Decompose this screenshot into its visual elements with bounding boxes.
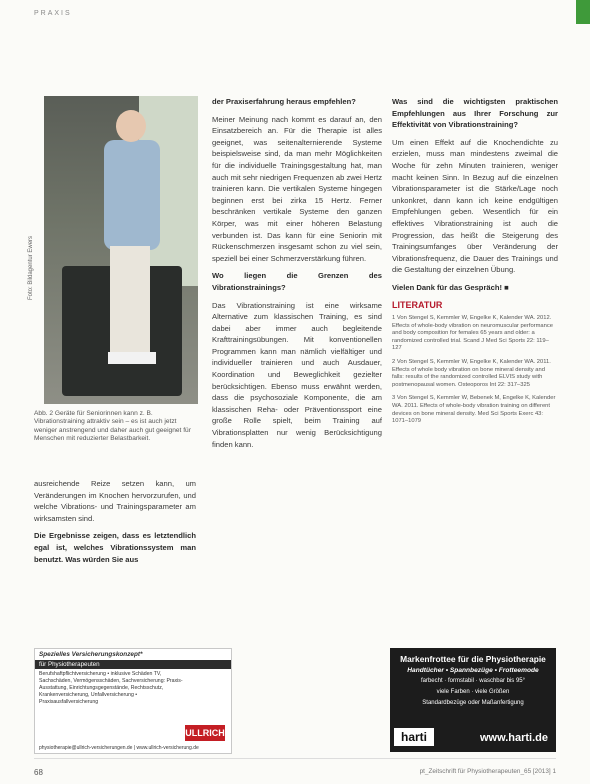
person-legs: [110, 246, 150, 356]
ad-subheading: für Physiotherapeuten: [35, 660, 231, 669]
figure-caption: Abb. 2 Geräte für Seniorinnen kann z. B. Vibrationstraining attraktiv sein – es ist auch jetzt weniger anstrengend und daher auch gut geeignet für Menschen mit reduzierter Belastbarkeit.: [34, 410, 191, 443]
column-3: [392, 96, 558, 432]
harti-logo: harti: [394, 728, 434, 746]
running-head: PRAXIS: [34, 10, 72, 17]
closing-thanks: Vielen Dank für das Gespräch! ■: [392, 282, 509, 292]
article-photo: [44, 96, 198, 404]
person-shoes: [108, 352, 156, 364]
paragraph: Um einen Effekt auf die Knochendichte zu erzielen, muss man mindestens zweimal die Woche für zehn Minuten trainieren, weniger macht keinen Sinn. In Bezug auf die einzelnen Vibrationsparameter ist die Stärke/Lage noch unkonkret, dann kann ich keine endgültigen Empfehlungen geben. Wesentlich für ein effektives Vibrationstraining ist auch die Progression, das heißt die Steigerung des Trainingsumfanges über Veränderung der Vibrationsfrequenz, die Dauer des Trainings und die Gestaltung der einzelnen Übung.: [392, 137, 558, 275]
harti-ad[interactable]: [390, 648, 556, 752]
ullrich-logo: ULLRICH: [185, 725, 225, 741]
paragraph: ausreichende Reize setzen kann, um Veränderungen im Knochen hervorzurufen, und welche Vibrations- und Trainingsparameter am wirksamsten sind.: [34, 479, 196, 523]
ad-line: Standardbezüge oder Maßanfertigung: [422, 700, 524, 706]
reference-item: 3 Von Stengel S, Kemmler W, Bebenek M, Engelke K, Kalender WA. 2011. Effects of whole-body vibration training on different devices on bone mineral density. Med Sci Sports Exerc 43: 1071–1079: [392, 395, 556, 425]
interview-question: Wo liegen die Grenzen des Vibrationstrainings?: [212, 271, 382, 292]
ad-tagline: Spezielles Versicherungskonzept*: [39, 651, 143, 658]
interview-question: der Praxiserfahrung heraus empfehlen?: [212, 97, 356, 106]
ad-headline: Markenfrottee für die Physiotherapie: [400, 654, 546, 664]
person-head: [116, 110, 146, 142]
ad-line: viele Farben · viele Größen: [436, 689, 510, 695]
section-color-bar: [576, 0, 590, 24]
journal-footer: pt_Zeitschrift für Physiotherapeuten_65 [2013] 1: [419, 768, 556, 775]
interview-question: Was sind die wichtigsten praktischen Empfehlungen aus Ihrer Forschung zur Effektivität von Vibrationstraining?: [392, 97, 558, 130]
reference-item: 2 Von Stengel S, Kemmler W, Engelke K, Kalender WA. 2011. Effects of whole body vibration on bone mineral density and falls: results of the randomized controlled ELVIS study with postmenopausal women. Osteoporos Int 22: 317–325: [392, 359, 551, 388]
ad-contact: physiotherapie@ullrich-versicherungen.de | www.ullrich-versicherung.de: [39, 745, 199, 751]
ad-line: farbecht · formstabil · waschbar bis 95°: [420, 678, 526, 684]
ad-url[interactable]: www.harti.de: [479, 732, 548, 744]
ad-subline: Handtücher • Spannbezüge • Frotteemode: [407, 667, 539, 674]
literature-heading: LITERATUR: [392, 299, 443, 310]
paragraph: Das Vibrationstraining ist eine wirksame Alternative zum klassischen Training, es sind dabei aber immer auch begleitende Krafttrainingsübungen. Mit konventionellen Programmen kann man nämlich vielfältiger und individueller trainieren und auch Ausdauer, Koordination und Beweglichkeit gezielter berücksichtigen. Ebenso muss erwähnt werden, dass die psychosoziale Komponente, die am klassischen Reha- oder Präventionssport eine große Rolle spielt, beim Training auf Vibrationsplatten nur wenig Berücksichtigung finden kann.: [212, 300, 382, 449]
person-body: [104, 140, 160, 250]
page-number: 68: [34, 768, 43, 777]
interview-question: Die Ergebnisse zeigen, dass es letztendlich egal ist, welches Vibrationssystem man benutzt. Was würden Sie aus: [34, 531, 196, 564]
footer-divider: [34, 758, 556, 759]
ad-body: Berufshaftpflichtversicherung • inklusive Schäden TV, Sachschäden, Vermögensschäden, Sachversicherung: Praxis-Ausstattung, Einrichtungsgegenstände, Rechtsschutz, Krankenversicherung, Unfallversicherung • Praxisausfallversicherung: [39, 671, 183, 705]
column-1: [34, 478, 196, 571]
paragraph: Meiner Meinung nach kommt es darauf an, den Einsatzbereich an. Für die Therapie ist alles geeignet, was seitenalternierende Systeme beispielsweise sind, da man mehr Möglichkeiten für die individuelle Trainingsgestaltung hat, man auch mit sehr niedrigen Frequenzen ab zwei Hertz trainieren kann. Die vertikalen Systeme hingegen beginnen erst bei zirka 15 Hertz. Ferner beschränken vertikale Systeme den ganzen Körper, was mit einer höheren Belastung verbunden ist. Das kann für eine Seniorin mit Rückenschmerzen insgesamt schon zu viel sein, speziell bei einer Schmerzverstärkung führen.: [212, 114, 382, 263]
column-2: [212, 96, 382, 456]
photo-credit: Foto: Bildagentur Ewers: [28, 235, 34, 300]
reference-item: 1 Von Stengel S, Kemmler W, Engelke K, Kalender WA. 2012. Effects of whole-body vibration on neuromuscular performance and body composition for females 65 years and older: a randomized controlled trial. Scand J Med Sci Sports 22: 119–127: [392, 315, 554, 352]
insurance-ad[interactable]: [34, 648, 232, 754]
